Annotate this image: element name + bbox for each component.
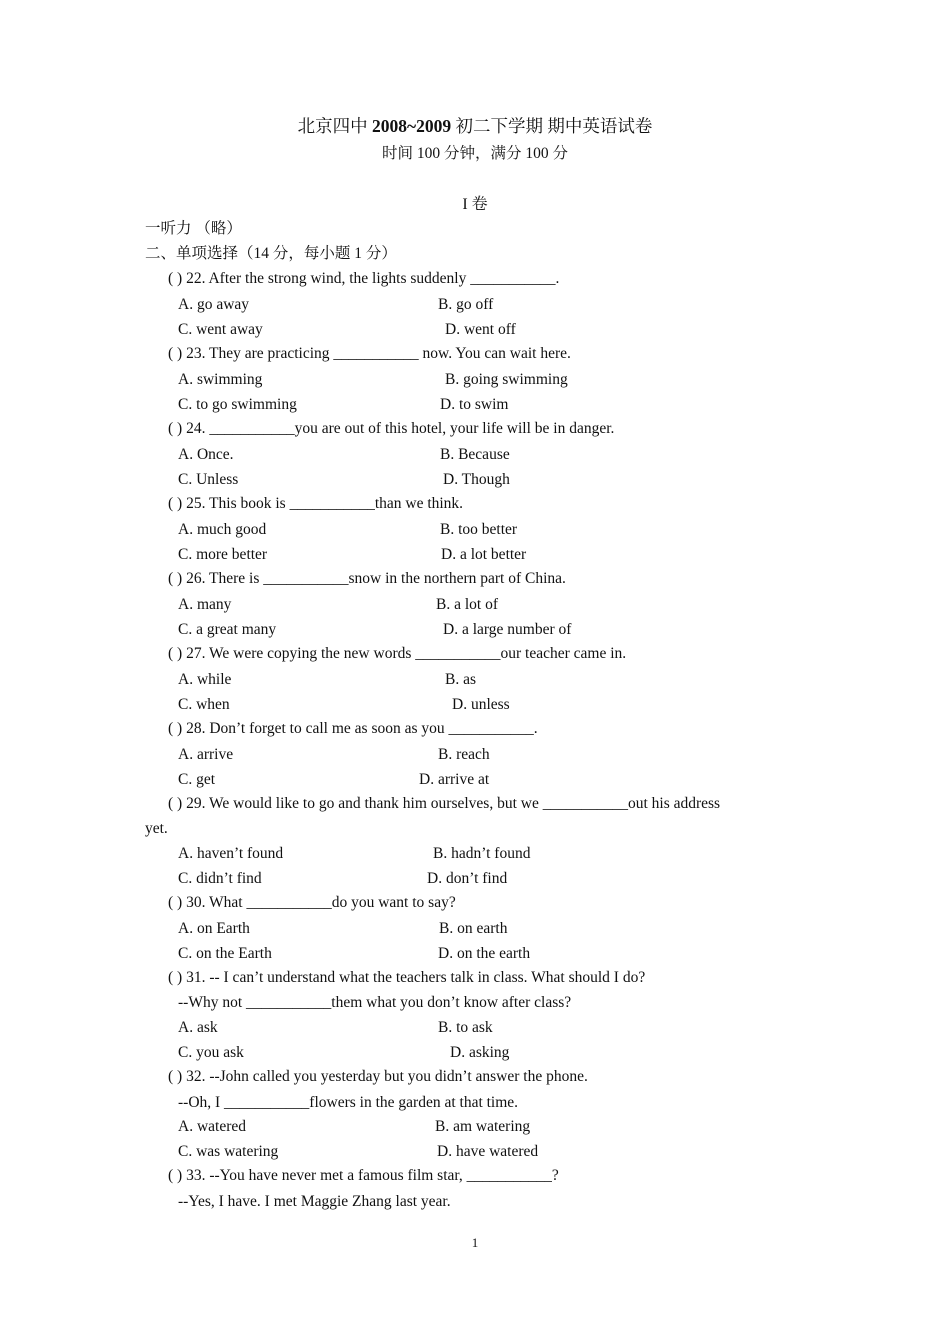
- option-c: C. on the Earth: [178, 945, 272, 962]
- option-c: C. went away: [178, 321, 263, 338]
- option-d: D. on the earth: [438, 945, 531, 962]
- option-c: C. more better: [178, 546, 268, 563]
- option-d: D. arrive at: [419, 771, 490, 788]
- question-stem: ( ) 26. There is ___________snow in the northern part of China.: [168, 570, 566, 587]
- option-b: B. am watering: [435, 1118, 531, 1135]
- question-stem: ( ) 32. --John called you yesterday but you didn’t answer the phone.: [168, 1068, 588, 1085]
- exam-title: [0, 116, 950, 136]
- question-stem: ( ) 29. We would like to go and thank him ourselves, but we ___________out his address: [168, 795, 721, 812]
- question-stem-continued: --Oh, I ___________flowers in the garden at that time.: [178, 1094, 519, 1111]
- option-c: C. was watering: [178, 1143, 279, 1160]
- question-stem: ( ) 27. We were copying the new words ___________our teacher came in.: [168, 645, 627, 662]
- option-a: A. swimming: [178, 371, 263, 388]
- option-d: D. a lot better: [441, 546, 527, 563]
- section-single-choice: 二、单项选择（14 分，每小题 1 分）: [145, 245, 397, 262]
- title-year: 2008~2009: [372, 116, 452, 136]
- option-a: A. many: [178, 596, 232, 613]
- option-d: D. Though: [443, 471, 510, 488]
- option-c: C. when: [178, 696, 230, 713]
- option-c: C. a great many: [178, 621, 277, 638]
- option-b: B. go off: [438, 296, 494, 313]
- question-stem-continued: --Yes, I have. I met Maggie Zhang last year.: [178, 1193, 451, 1210]
- option-a: A. arrive: [178, 746, 234, 763]
- question-stem: ( ) 30. What ___________do you want to say?: [168, 894, 456, 911]
- option-c: C. Unless: [178, 471, 239, 488]
- title-school: 北京四中: [297, 116, 372, 136]
- option-a: A. ask: [178, 1019, 218, 1036]
- option-d: D. went off: [445, 321, 516, 338]
- option-b: B. on earth: [439, 920, 508, 937]
- option-a: A. while: [178, 671, 232, 688]
- question-stem: ( ) 33. --You have never met a famous film star, ___________?: [168, 1167, 559, 1184]
- option-c: C. didn’t find: [178, 870, 262, 887]
- option-b: B. hadn’t found: [433, 845, 531, 862]
- option-d: D. to swim: [440, 396, 509, 413]
- exam-subtitle: 时间 100 分钟，满分 100 分: [381, 145, 568, 162]
- option-b: B. going swimming: [445, 371, 568, 388]
- option-c: C. get: [178, 771, 216, 788]
- option-a: A. much good: [178, 521, 267, 538]
- option-d: D. a large number of: [443, 621, 572, 638]
- title-exam: 初二下学期 期中英语试卷: [451, 116, 653, 136]
- option-b: B. too better: [440, 521, 518, 538]
- option-b: B. as: [445, 671, 476, 688]
- option-c: C. to go swimming: [178, 396, 297, 413]
- question-stem: ( ) 31. -- I can’t understand what the teachers talk in class. What should I do?: [168, 969, 646, 986]
- question-stem: ( ) 25. This book is ___________than we think.: [168, 495, 464, 512]
- option-d: D. don’t find: [427, 870, 508, 887]
- question-stem: ( ) 22. After the strong wind, the lights suddenly ___________.: [168, 270, 560, 287]
- option-a: A. on Earth: [178, 920, 250, 937]
- option-a: A. Once.: [178, 446, 234, 463]
- option-d: D. unless: [452, 696, 510, 713]
- option-d: D. asking: [450, 1044, 510, 1061]
- option-a: A. watered: [178, 1118, 246, 1135]
- option-b: B. Because: [440, 446, 510, 463]
- option-d: D. have watered: [437, 1143, 539, 1160]
- question-stem-continued: --Why not ___________them what you don’t know after class?: [178, 994, 572, 1011]
- option-b: B. to ask: [438, 1019, 493, 1036]
- paper-part-label: I 卷: [462, 196, 488, 213]
- question-stem: ( ) 24. ___________you are out of this hotel, your life will be in danger.: [168, 420, 615, 437]
- option-a: A. haven’t found: [178, 845, 284, 862]
- section-listening: 一听力 （略）: [145, 220, 242, 237]
- option-c: C. you ask: [178, 1044, 244, 1061]
- question-stem: ( ) 28. Don’t forget to call me as soon as you ___________.: [168, 720, 538, 737]
- question-stem: ( ) 23. They are practicing ___________ now. You can wait here.: [168, 345, 571, 362]
- option-b: B. a lot of: [436, 596, 498, 613]
- question-stem-continued: yet.: [145, 820, 168, 837]
- option-a: A. go away: [178, 296, 250, 313]
- page-number: 1: [471, 1235, 479, 1250]
- option-b: B. reach: [438, 746, 490, 763]
